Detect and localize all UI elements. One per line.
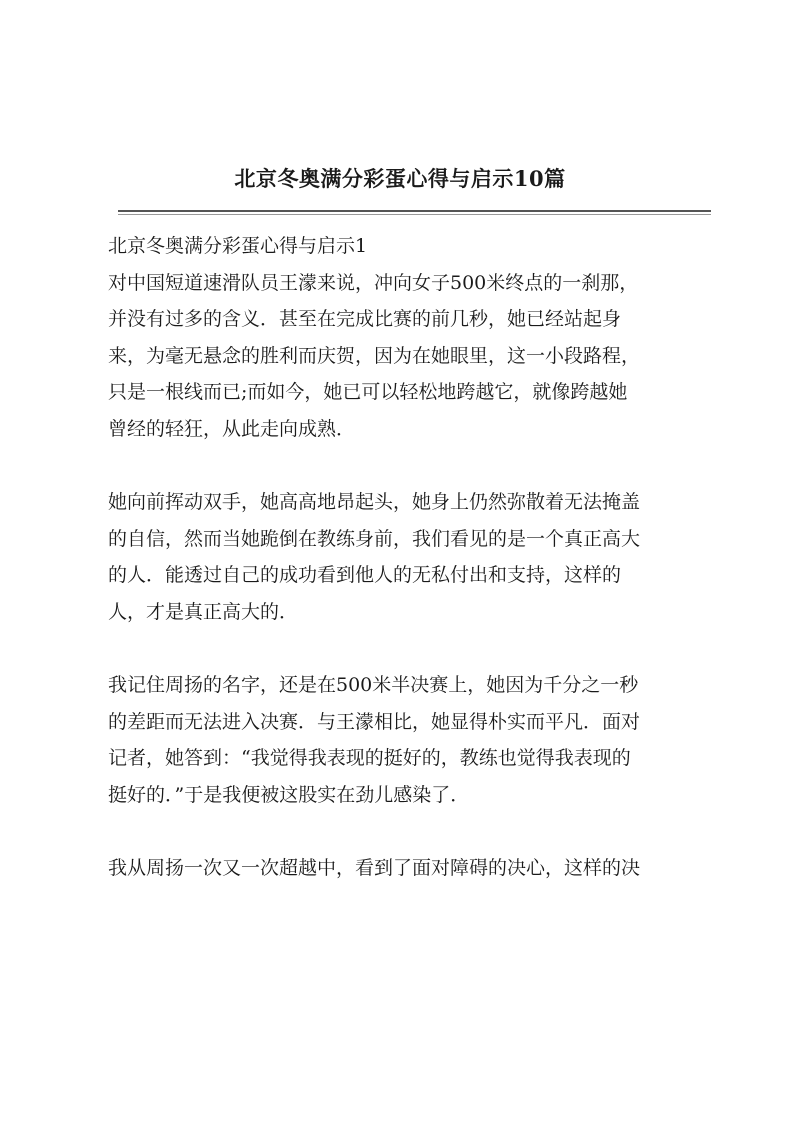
paragraph-line: 的自信，然而当她跪倒在教练身前，我们看见的是一个真正高大	[108, 527, 641, 550]
paragraph-spacer	[108, 813, 708, 850]
paragraph-line: 的差距而无法进入决赛．与王濛相比，她显得朴实而平凡．面对	[108, 710, 641, 733]
paragraph-spacer	[108, 447, 708, 484]
paragraph-line: 对中国短道速滑队员王濛来说，冲向女子500米终点的一刹那，	[108, 271, 639, 294]
paragraph-line: 只是一根线而已;而如今，她已可以轻松地跨越它，就像跨越她	[108, 381, 628, 403]
paragraph-line: 记者，她答到：“我觉得我表现的挺好的，教练也觉得我表现的	[108, 747, 631, 769]
document-body	[108, 228, 708, 887]
section-heading: 北京冬奥满分彩蛋心得与启示1	[108, 235, 368, 257]
paragraph-line: 我记住周扬的名字，还是在500米半决赛上，她因为千分之一秒	[108, 674, 639, 696]
paragraph-line: 曾经的轻狂，从此走向成熟．	[108, 417, 356, 440]
paragraph-line: 并没有过多的含义．甚至在完成比赛的前几秒，她已经站起身	[108, 308, 622, 330]
paragraph-line: 挺好的．”于是我便被这股实在劲儿感染了．	[108, 783, 470, 806]
paragraph-line: 人，才是真正高大的．	[108, 600, 299, 623]
paragraph-spacer	[108, 630, 708, 667]
paragraph-4	[108, 850, 708, 887]
paragraph-line: 来，为毫无悬念的胜利而庆贺，因为在她眼里，这一小段路程，	[108, 344, 641, 367]
document-title: 北京冬奥满分彩蛋心得与启示10篇	[234, 166, 566, 191]
paragraph-line: 她向前挥动双手，她高高地昂起头，她身上仍然弥散着无法掩盖	[108, 491, 641, 513]
paragraph-2	[108, 484, 708, 630]
paragraph-line: 的人．能透过自己的成功看到他人的无私付出和支持，这样的	[108, 564, 622, 586]
paragraph-3	[108, 667, 708, 813]
paragraph-1	[108, 265, 708, 448]
paragraph-line: 我从周扬一次又一次超越中，看到了面对障碍的决心，这样的决	[108, 857, 641, 879]
title-divider	[118, 210, 711, 212]
